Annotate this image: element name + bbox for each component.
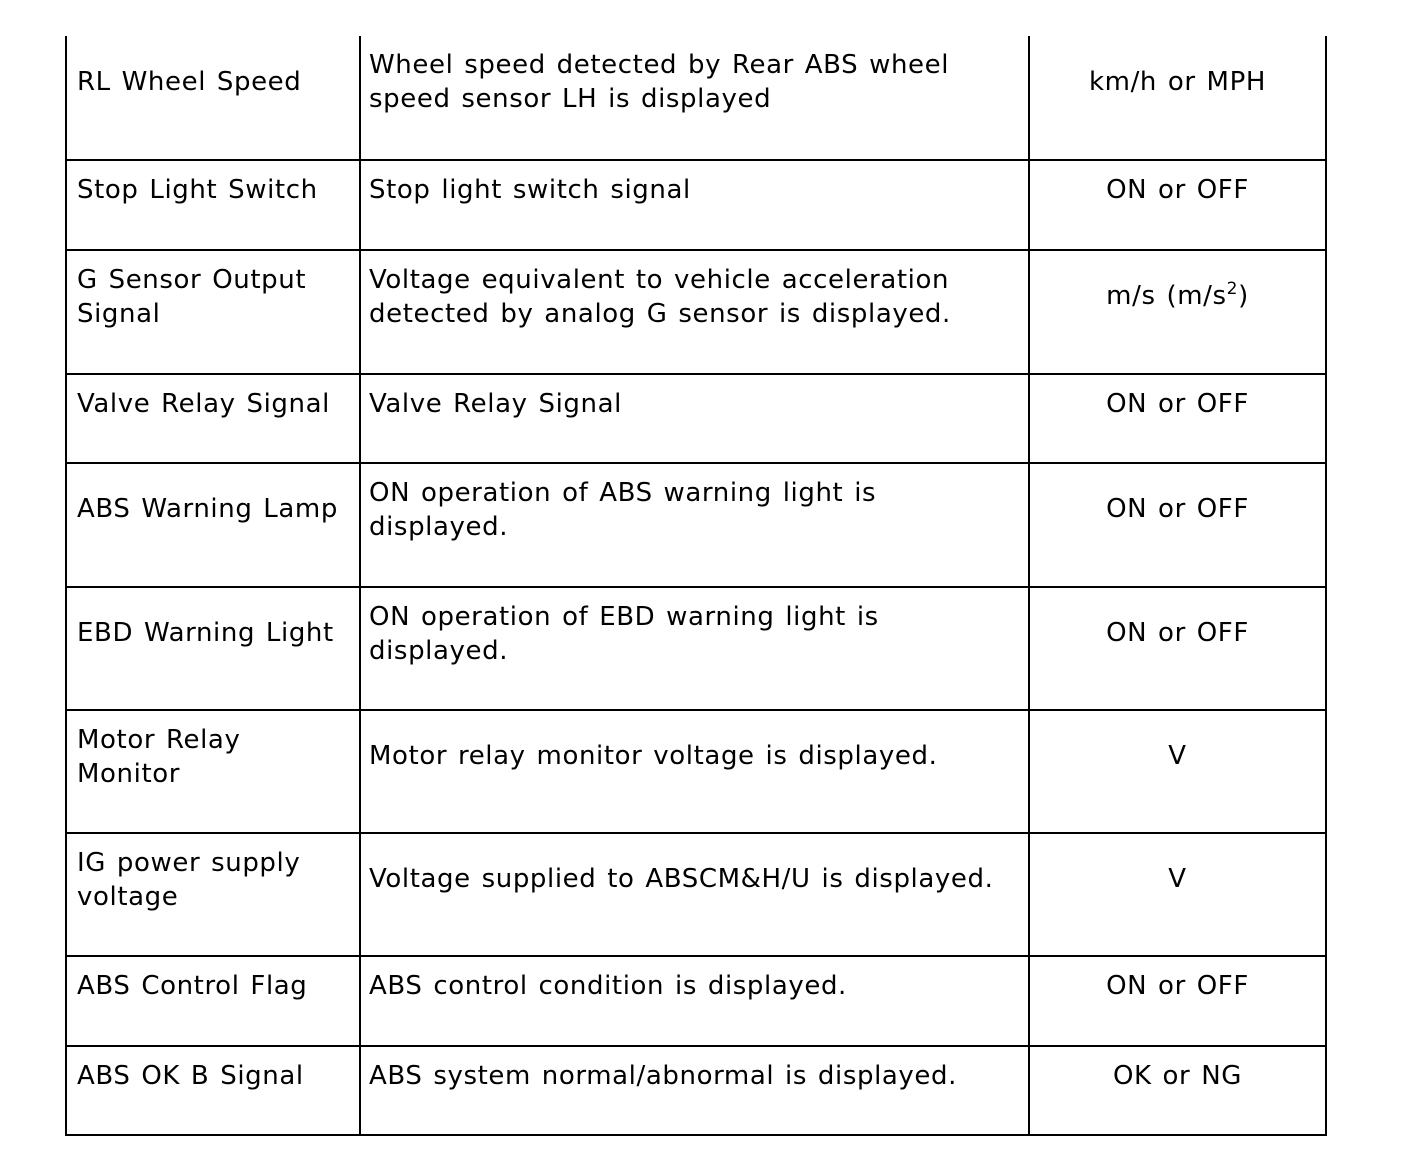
parameter-description: ON operation of ABS warning light is displayed.	[360, 463, 1029, 587]
parameter-name: Motor Relay Monitor	[66, 710, 360, 833]
table-row	[66, 833, 1326, 956]
parameter-unit	[1029, 250, 1326, 374]
parameter-unit: ON or OFF	[1029, 374, 1326, 463]
parameter-name: ABS OK B Signal	[66, 1046, 360, 1135]
parameter-name: Valve Relay Signal	[66, 374, 360, 463]
parameter-table	[65, 36, 1327, 1136]
unit-superscript: 2	[1226, 279, 1239, 299]
table-row	[66, 710, 1326, 833]
table-row	[66, 160, 1326, 250]
parameter-unit: ON or OFF	[1029, 587, 1326, 710]
parameter-name: RL Wheel Speed	[66, 36, 360, 160]
parameter-description: Voltage supplied to ABSCM&H/U is displayed.	[360, 833, 1029, 956]
parameter-unit: V	[1029, 833, 1326, 956]
parameter-description: Stop light switch signal	[360, 160, 1029, 250]
table-row	[66, 1046, 1326, 1135]
table-row	[66, 374, 1326, 463]
parameter-name: G Sensor Output Signal	[66, 250, 360, 374]
unit-text: m/s (m/s	[1106, 281, 1227, 311]
parameter-description: ABS control condition is displayed.	[360, 956, 1029, 1046]
parameter-description: Wheel speed detected by Rear ABS wheel speed sensor LH is displayed	[360, 36, 1029, 160]
parameter-description: ABS system normal/abnormal is displayed.	[360, 1046, 1029, 1135]
table-row	[66, 250, 1326, 374]
table-row	[66, 587, 1326, 710]
unit-close: )	[1238, 281, 1249, 311]
parameter-name: ABS Control Flag	[66, 956, 360, 1046]
parameter-name: IG power supply voltage	[66, 833, 360, 956]
parameter-unit: km/h or MPH	[1029, 36, 1326, 160]
parameter-unit: ON or OFF	[1029, 463, 1326, 587]
parameter-unit: ON or OFF	[1029, 160, 1326, 250]
table-row	[66, 463, 1326, 587]
parameter-name: ABS Warning Lamp	[66, 463, 360, 587]
parameter-description: Voltage equivalent to vehicle acceleration detected by analog G sensor is displayed.	[360, 250, 1029, 374]
parameter-table-wrapper	[65, 36, 1325, 1136]
parameter-unit: ON or OFF	[1029, 956, 1326, 1046]
parameter-unit: OK or NG	[1029, 1046, 1326, 1135]
table-row	[66, 36, 1326, 160]
parameter-name: Stop Light Switch	[66, 160, 360, 250]
parameter-description: ON operation of EBD warning light is displayed.	[360, 587, 1029, 710]
parameter-name: EBD Warning Light	[66, 587, 360, 710]
parameter-description: Motor relay monitor voltage is displayed.	[360, 710, 1029, 833]
table-row	[66, 956, 1326, 1046]
parameter-description: Valve Relay Signal	[360, 374, 1029, 463]
parameter-unit: V	[1029, 710, 1326, 833]
